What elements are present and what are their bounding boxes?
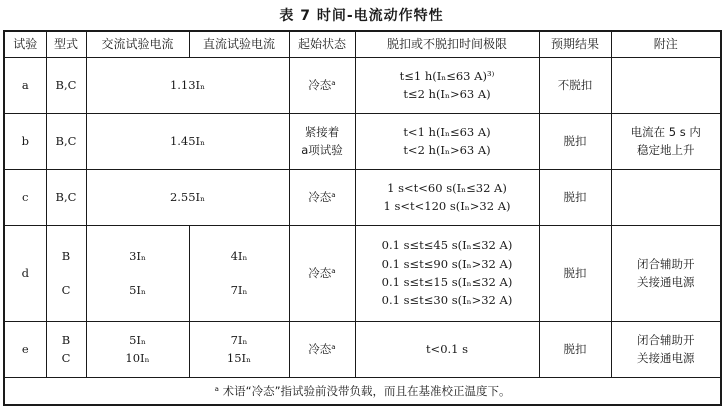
- dc-current-e: [189, 321, 289, 377]
- note-b-2: 稳定地上升: [637, 143, 695, 157]
- table-row-b: [4, 113, 721, 169]
- type-a: B,C: [46, 57, 86, 113]
- result-b: 脱扣: [539, 113, 611, 169]
- header-type: 型式: [46, 31, 86, 57]
- dc-d-1: 4Iₙ: [230, 248, 248, 263]
- limit-c-1: 1 s<t<60 s(Iₙ≤32 A): [387, 180, 507, 195]
- result-e: 脱扣: [539, 321, 611, 377]
- test-d: d: [4, 225, 46, 321]
- ac-d-1: 3Iₙ: [129, 248, 146, 263]
- time-current-table: [3, 30, 722, 406]
- state-c: 冷态ᵃ: [289, 169, 355, 225]
- dc-e-2: 15Iₙ: [226, 351, 252, 365]
- note-d: [611, 225, 721, 321]
- header-expected-result: 预期结果: [539, 31, 611, 57]
- limit-a-2: t≤2 h(Iₙ>63 A): [403, 87, 491, 101]
- state-b-2: a项试验: [301, 143, 343, 157]
- current-a: 1.13Iₙ: [86, 57, 289, 113]
- note-e: [611, 321, 721, 377]
- table-row-d: [4, 225, 721, 321]
- note-d-1: 闭合辅助开: [637, 256, 695, 271]
- table-row-a: [4, 57, 721, 113]
- header-test: 试验: [4, 31, 46, 57]
- ac-e-1: 5Iₙ: [129, 332, 146, 347]
- limit-c-2: 1 s<t<120 s(Iₙ>32 A): [383, 199, 511, 213]
- limits-a: [355, 57, 539, 113]
- test-a: a: [4, 57, 46, 113]
- ac-current-e: [86, 321, 189, 377]
- footnote-row: [4, 377, 721, 405]
- state-a: 冷态ᵃ: [289, 57, 355, 113]
- table-caption: 表 7 时间-电流动作特性: [279, 8, 444, 24]
- note-c: [611, 169, 721, 225]
- header-dc-current: 直流试验电流: [189, 31, 289, 57]
- limit-b-1: t<1 h(Iₙ≤63 A): [403, 124, 491, 139]
- current-b: 1.45Iₙ: [86, 113, 289, 169]
- limit-d-2: 0.1 s≤t≤90 s(Iₙ>32 A): [381, 256, 513, 271]
- type-c: B,C: [46, 169, 86, 225]
- ac-d-2: 5Iₙ: [129, 283, 146, 297]
- limit-d-3: 0.1 s≤t≤15 s(Iₙ≤32 A): [381, 275, 513, 289]
- table-row-c: [4, 169, 721, 225]
- state-d: 冷态ᵃ: [289, 225, 355, 321]
- limits-b: [355, 113, 539, 169]
- limits-e: t<0.1 s: [355, 321, 539, 377]
- dc-current-d: [189, 225, 289, 321]
- dc-d-2: 7Iₙ: [230, 283, 248, 297]
- state-b: [289, 113, 355, 169]
- note-e-2: 关接通电源: [637, 351, 695, 365]
- result-d: 脱扣: [539, 225, 611, 321]
- dc-e-1: 7Iₙ: [230, 332, 248, 347]
- type-b: B,C: [46, 113, 86, 169]
- limit-b-2: t<2 h(Iₙ>63 A): [403, 143, 491, 157]
- type-d-2: C: [61, 283, 71, 297]
- type-e-1: B: [61, 332, 71, 347]
- test-c: c: [4, 169, 46, 225]
- ac-current-d: [86, 225, 189, 321]
- note-b: [611, 113, 721, 169]
- type-d-1: B: [61, 248, 71, 263]
- type-d: [46, 225, 86, 321]
- result-a: 不脱扣: [539, 57, 611, 113]
- note-e-1: 闭合辅助开: [637, 332, 695, 347]
- limits-d: [355, 225, 539, 321]
- limit-d-4: 0.1 s≤t≤30 s(Iₙ>32 A): [381, 293, 513, 308]
- ac-e-2: 10Iₙ: [125, 351, 150, 365]
- footnote: ᵃ 术语“冷态”指试验前没带负载，而且在基准校正温度下。: [4, 377, 721, 405]
- limit-d-1: 0.1 s≤t≤45 s(Iₙ≤32 A): [381, 238, 513, 253]
- header-row: [4, 31, 721, 57]
- limit-a-1: t≤1 h(Iₙ≤63 A)³⁾: [399, 68, 495, 83]
- test-b: b: [4, 113, 46, 169]
- type-e: [46, 321, 86, 377]
- table-row-e: [4, 321, 721, 377]
- header-ac-current: 交流试验电流: [86, 31, 189, 57]
- state-e: 冷态ᵃ: [289, 321, 355, 377]
- limits-c: [355, 169, 539, 225]
- note-d-2: 关接通电源: [637, 275, 695, 289]
- current-c: 2.55Iₙ: [86, 169, 289, 225]
- note-b-1: 电流在 5 s 内: [630, 124, 701, 139]
- note-a: [611, 57, 721, 113]
- header-time-limits: 脱扣或不脱扣时间极限: [355, 31, 539, 57]
- result-c: 脱扣: [539, 169, 611, 225]
- test-e: e: [4, 321, 46, 377]
- header-note: 附注: [611, 31, 721, 57]
- type-e-2: C: [61, 351, 71, 365]
- state-b-1: 紧接着: [304, 124, 340, 139]
- header-initial-state: 起始状态: [289, 31, 355, 57]
